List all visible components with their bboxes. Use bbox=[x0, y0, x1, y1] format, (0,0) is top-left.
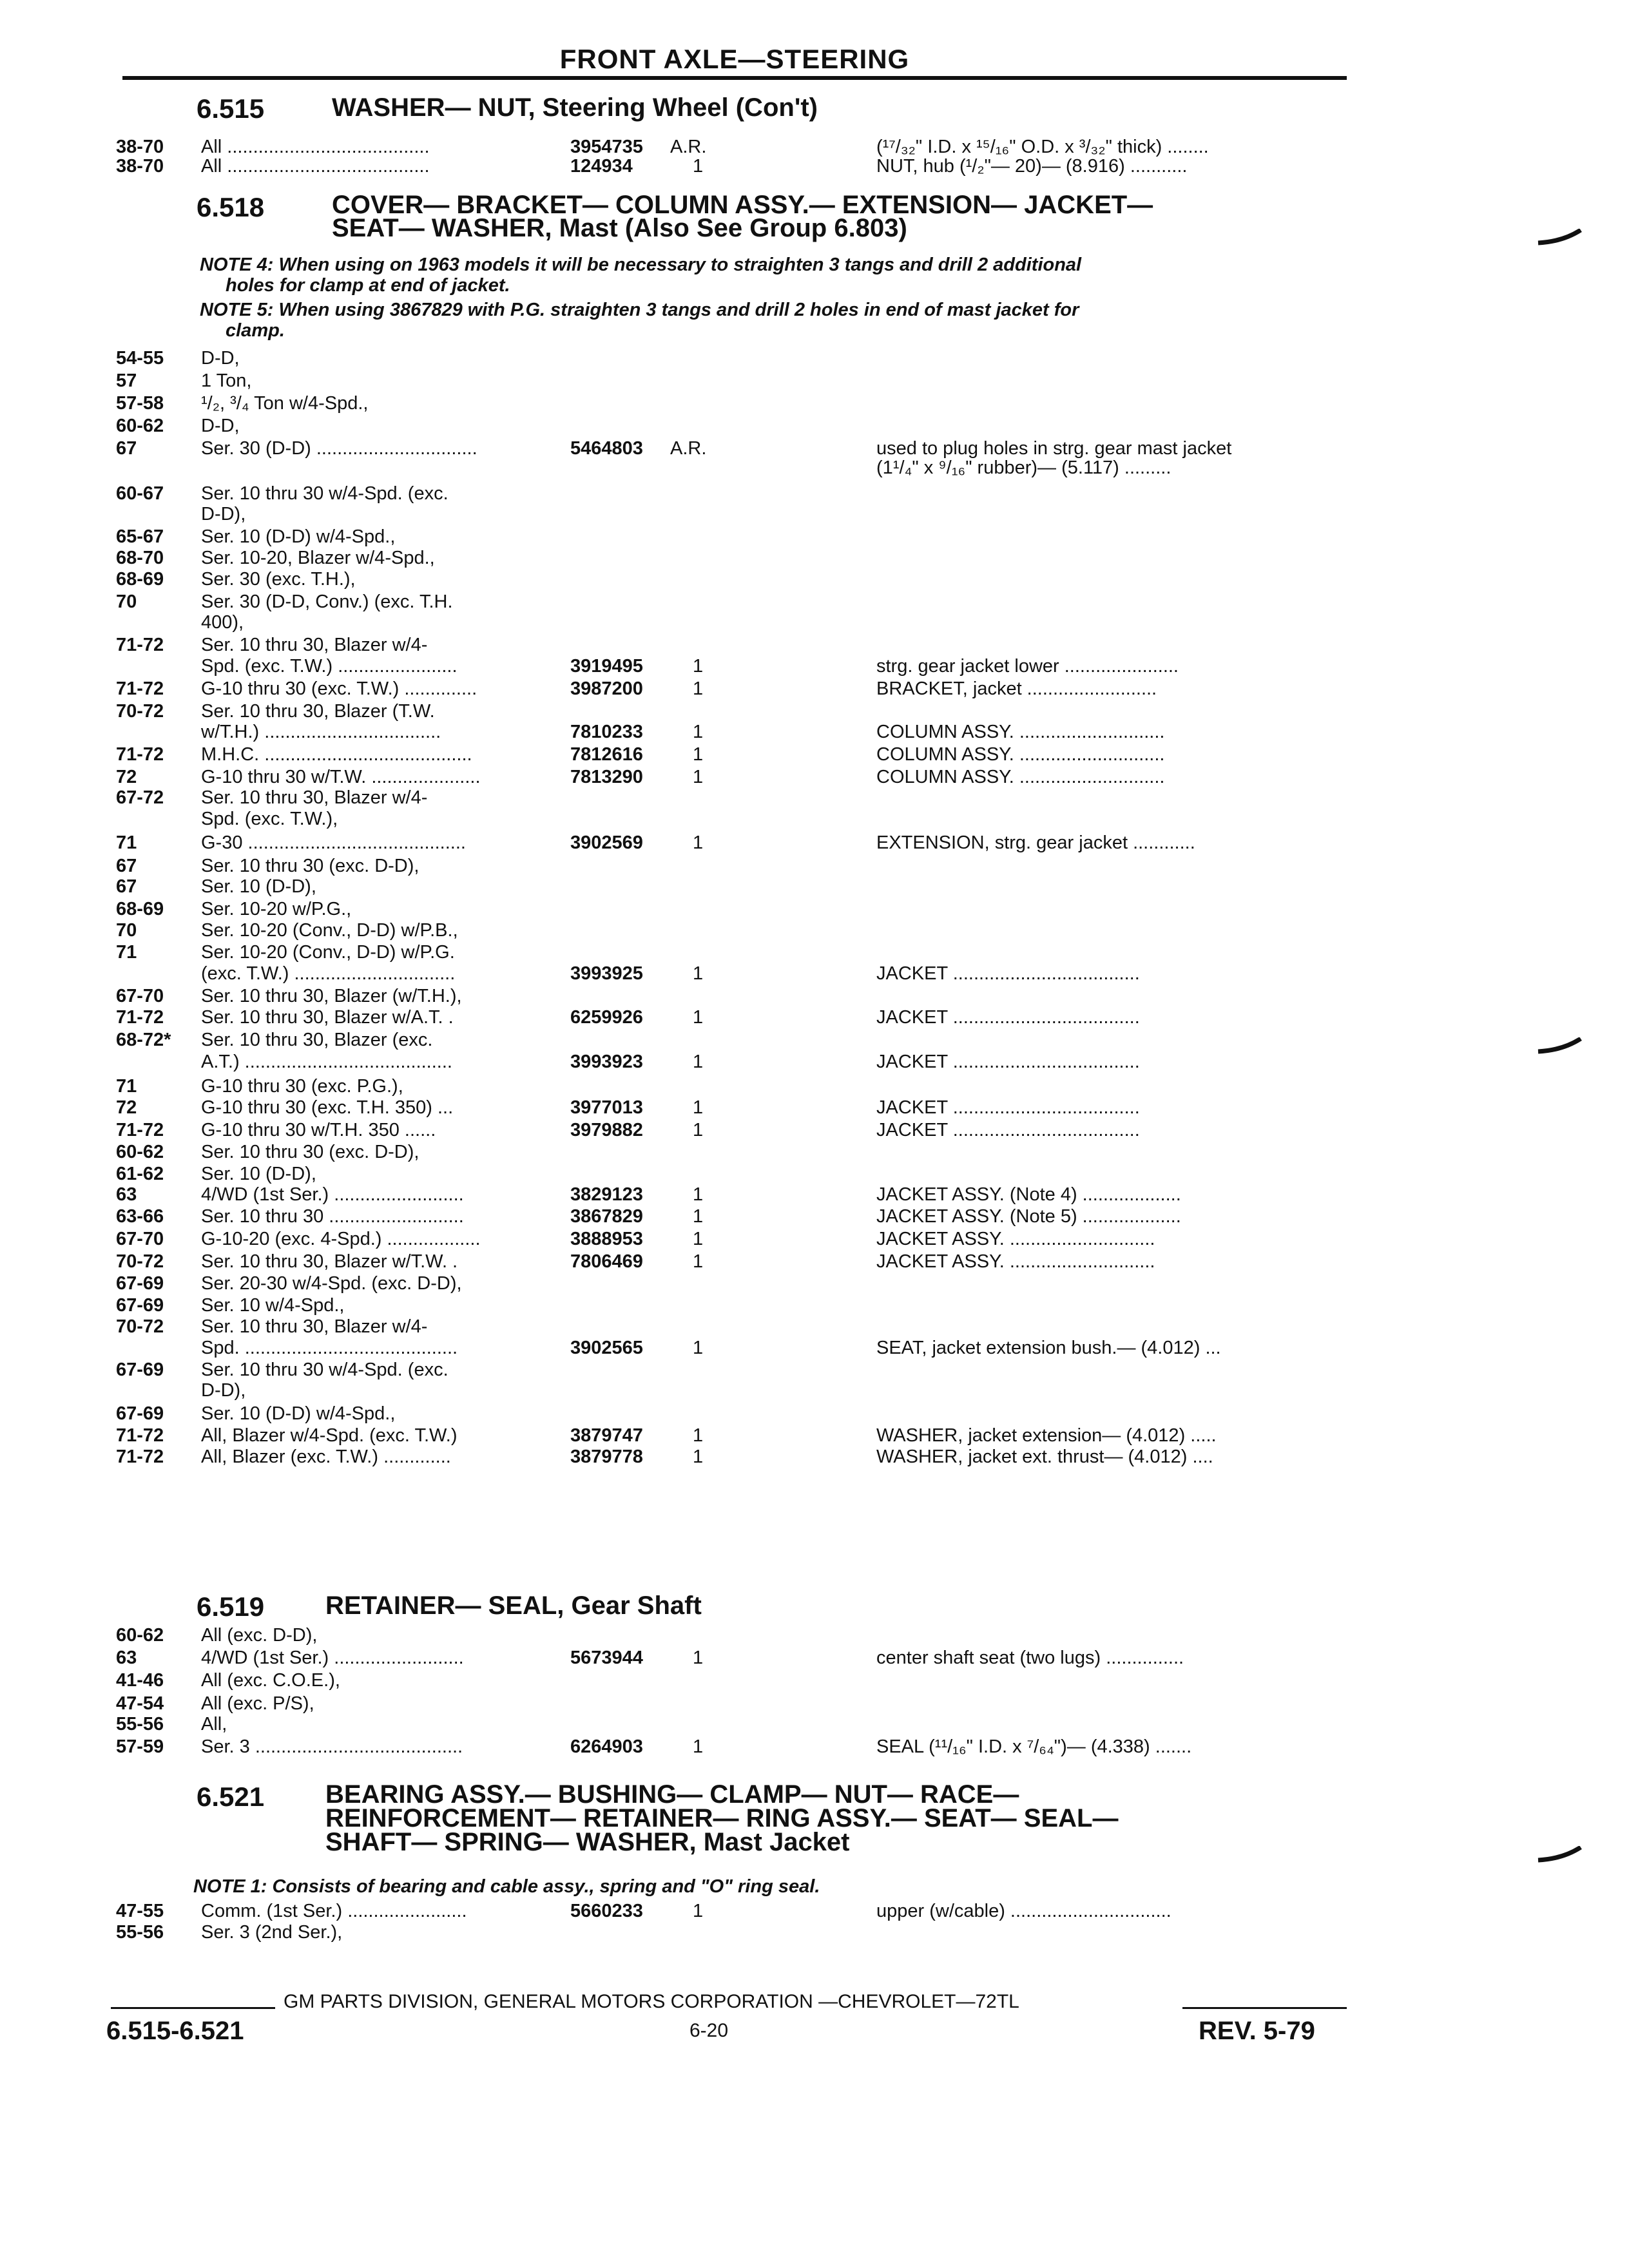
year-range: 67 bbox=[116, 876, 137, 897]
section-title: RETAINER— SEAL, Gear Shaft bbox=[325, 1591, 702, 1620]
application: Ser. 10-20 (Conv., D-D) w/P.B., bbox=[201, 920, 458, 941]
application: D-D), bbox=[201, 1380, 246, 1401]
application: Ser. 10-20, Blazer w/4-Spd., bbox=[201, 548, 435, 568]
table-row bbox=[110, 1120, 1347, 1141]
description: WASHER, jacket ext. thrust— (4.012) .... bbox=[876, 1446, 1213, 1467]
quantity: 1 bbox=[693, 1120, 704, 1140]
year-range: 67-72 bbox=[116, 787, 164, 808]
year-range: 71-72 bbox=[116, 635, 164, 655]
part-number: 3902569 bbox=[570, 832, 643, 853]
table-row bbox=[110, 1736, 1347, 1758]
application: Ser. 10 thru 30, Blazer (T.W. bbox=[201, 701, 435, 722]
section-title-line2: REINFORCEMENT— RETAINER— RING ASSY.— SEAT— SEAL— bbox=[325, 1804, 1119, 1832]
quantity: A.R. bbox=[670, 438, 707, 459]
part-number: 3829123 bbox=[570, 1184, 643, 1205]
year-range: 63 bbox=[116, 1648, 137, 1668]
section-title: WASHER— NUT, Steering Wheel (Con't) bbox=[332, 93, 818, 122]
footer-publisher: GM PARTS DIVISION, GENERAL MOTORS CORPORATION —CHEVROLET—72TL bbox=[284, 1991, 1019, 2012]
quantity: 1 bbox=[693, 656, 704, 677]
quantity: A.R. bbox=[670, 137, 707, 157]
year-range: 57-58 bbox=[116, 393, 164, 414]
quantity: 1 bbox=[693, 1229, 704, 1249]
quantity: 1 bbox=[693, 832, 704, 853]
description: (1¹/₄" x ⁹/₁₆" rubber)— (5.117) ......... bbox=[876, 457, 1171, 478]
year-range: 68-69 bbox=[116, 899, 164, 919]
quantity: 1 bbox=[693, 1338, 704, 1358]
footer-revision: REV. 5-79 bbox=[1199, 2017, 1315, 2045]
table-row bbox=[110, 744, 1347, 765]
part-number: 5464803 bbox=[570, 438, 643, 459]
description: used to plug holes in strg. gear mast jacket bbox=[876, 438, 1232, 459]
quantity: 1 bbox=[693, 1097, 704, 1118]
table-row bbox=[110, 1901, 1347, 1922]
table-row bbox=[110, 678, 1347, 700]
description: center shaft seat (two lugs) ............... bbox=[876, 1648, 1184, 1668]
application: Ser. 10 thru 30, Blazer w/T.W. . bbox=[201, 1251, 458, 1272]
application: Ser. 10 thru 30 (exc. D-D), bbox=[201, 1142, 419, 1162]
part-number: 5660233 bbox=[570, 1901, 643, 1921]
year-range: 71-72 bbox=[116, 1120, 164, 1140]
application: G-10 thru 30 (exc. P.G.), bbox=[201, 1076, 403, 1097]
application: D-D), bbox=[201, 504, 246, 524]
application: All ....................................... bbox=[201, 137, 430, 157]
table-row bbox=[110, 1625, 1347, 1646]
table-row bbox=[110, 1251, 1347, 1273]
description: JACKET ASSY. ............................ bbox=[876, 1229, 1155, 1249]
table-row bbox=[110, 963, 1347, 985]
year-range: 68-70 bbox=[116, 548, 164, 568]
application: Ser. 10 (D-D) w/4-Spd., bbox=[201, 526, 396, 547]
table-row bbox=[110, 457, 1347, 479]
part-number: 7806469 bbox=[570, 1251, 643, 1272]
table-row bbox=[110, 548, 1347, 569]
quantity: 1 bbox=[693, 722, 704, 742]
table-row bbox=[110, 1446, 1347, 1468]
year-range: 57 bbox=[116, 370, 137, 391]
table-row bbox=[110, 986, 1347, 1007]
footer-rule-right bbox=[1182, 2007, 1347, 2009]
year-range: 54-55 bbox=[116, 348, 164, 369]
application: 4/WD (1st Ser.) ......................... bbox=[201, 1648, 464, 1668]
year-range: 70-72 bbox=[116, 1316, 164, 1337]
table-row bbox=[110, 348, 1347, 369]
quantity: 1 bbox=[693, 1425, 704, 1446]
application: Spd. (exc. T.W.) ....................... bbox=[201, 656, 458, 677]
year-range: 57-59 bbox=[116, 1736, 164, 1757]
year-range: 71-72 bbox=[116, 1425, 164, 1446]
description: EXTENSION, strg. gear jacket ............ bbox=[876, 832, 1195, 853]
application: Ser. 30 (exc. T.H.), bbox=[201, 569, 356, 590]
year-range: 70 bbox=[116, 591, 137, 612]
application: ¹/₂, ³/₄ Ton w/4-Spd., bbox=[201, 393, 369, 414]
quantity: 1 bbox=[693, 1446, 704, 1467]
part-number: 3979882 bbox=[570, 1120, 643, 1140]
application: All, bbox=[201, 1714, 227, 1735]
page-header-title: FRONT AXLE—STEERING bbox=[559, 44, 910, 74]
part-number: 7812616 bbox=[570, 744, 643, 765]
description: JACKET .................................... bbox=[876, 1097, 1140, 1118]
application: Ser. 10 thru 30 .......................... bbox=[201, 1206, 464, 1227]
description: JACKET ASSY. ............................ bbox=[876, 1251, 1155, 1272]
application: Spd. ......................................... bbox=[201, 1338, 458, 1358]
footer-page-number: 6-20 bbox=[689, 2020, 729, 2041]
note-4-line2: holes for clamp at end of jacket. bbox=[226, 275, 510, 296]
year-range: 60-67 bbox=[116, 483, 164, 504]
application: Ser. 10 thru 30 (exc. D-D), bbox=[201, 856, 419, 876]
application: D-D, bbox=[201, 416, 240, 436]
section-title-line1: BEARING ASSY.— BUSHING— CLAMP— NUT— RACE— bbox=[325, 1780, 1019, 1809]
application: Ser. 10 thru 30, Blazer w/A.T. . bbox=[201, 1007, 454, 1028]
table-row bbox=[110, 1273, 1347, 1294]
description: SEAL (¹¹/₁₆" I.D. x ⁷/₆₄")— (4.338) ....... bbox=[876, 1736, 1192, 1757]
table-row bbox=[110, 1076, 1347, 1097]
application: Comm. (1st Ser.) ....................... bbox=[201, 1901, 467, 1921]
part-number: 3977013 bbox=[570, 1097, 643, 1118]
year-range: 67-69 bbox=[116, 1295, 164, 1316]
description: COLUMN ASSY. ............................ bbox=[876, 722, 1165, 742]
table-row bbox=[110, 1295, 1347, 1316]
table-row bbox=[110, 856, 1347, 877]
note-5-line1: NOTE 5: When using 3867829 with P.G. straighten 3 tangs and drill 2 holes in end of mast jacket for bbox=[200, 300, 1079, 320]
quantity: 1 bbox=[693, 678, 704, 699]
table-row bbox=[110, 591, 1347, 613]
table-row bbox=[110, 1052, 1347, 1073]
quantity: 1 bbox=[693, 1007, 704, 1028]
year-range: 67-69 bbox=[116, 1360, 164, 1380]
year-range: 63 bbox=[116, 1184, 137, 1205]
table-row bbox=[110, 767, 1347, 788]
description: WASHER, jacket extension— (4.012) ..... bbox=[876, 1425, 1217, 1446]
table-row bbox=[110, 1316, 1347, 1338]
application: Ser. 10 (D-D), bbox=[201, 876, 316, 897]
application: Ser. 10-20 (Conv., D-D) w/P.G. bbox=[201, 942, 455, 963]
application: All ....................................... bbox=[201, 156, 430, 177]
application: 1 Ton, bbox=[201, 370, 252, 391]
year-range: 38-70 bbox=[116, 137, 164, 157]
table-row bbox=[110, 1338, 1347, 1359]
description: JACKET .................................... bbox=[876, 1052, 1140, 1072]
table-row bbox=[110, 701, 1347, 722]
application: Ser. 10 thru 30 w/4-Spd. (exc. bbox=[201, 483, 448, 504]
year-range: 67-70 bbox=[116, 986, 164, 1006]
application: All (exc. C.O.E.), bbox=[201, 1670, 340, 1691]
year-range: 61-62 bbox=[116, 1164, 164, 1184]
part-number: 3867829 bbox=[570, 1206, 643, 1227]
application: A.T.) ........................................ bbox=[201, 1052, 452, 1072]
description: COLUMN ASSY. ............................ bbox=[876, 767, 1165, 787]
table-row bbox=[110, 1097, 1347, 1119]
table-row bbox=[110, 569, 1347, 590]
application: All (exc. P/S), bbox=[201, 1693, 314, 1714]
section-number: 6.519 bbox=[197, 1591, 265, 1622]
part-number: 124934 bbox=[570, 156, 633, 177]
application: Ser. 10 thru 30, Blazer w/4- bbox=[201, 787, 428, 808]
year-range: 71-72 bbox=[116, 678, 164, 699]
note-1: NOTE 1: Consists of bearing and cable assy., spring and "O" ring seal. bbox=[193, 1876, 820, 1897]
year-range: 55-56 bbox=[116, 1714, 164, 1735]
part-number: 3954735 bbox=[570, 137, 643, 157]
section-title-line2: SEAT— WASHER, Mast (Also See Group 6.803) bbox=[332, 214, 907, 242]
table-row bbox=[110, 1164, 1347, 1185]
application: G-30 .......................................... bbox=[201, 832, 466, 853]
table-row bbox=[110, 1380, 1347, 1401]
table-row bbox=[110, 832, 1347, 854]
table-row bbox=[110, 920, 1347, 941]
year-range: 41-46 bbox=[116, 1670, 164, 1691]
part-number: 3987200 bbox=[570, 678, 643, 699]
part-number: 6264903 bbox=[570, 1736, 643, 1757]
description: JACKET .................................... bbox=[876, 963, 1140, 984]
table-row bbox=[110, 137, 1347, 158]
year-range: 70-72 bbox=[116, 1251, 164, 1272]
description: COLUMN ASSY. ............................ bbox=[876, 744, 1165, 765]
description: upper (w/cable) ............................... bbox=[876, 1901, 1171, 1921]
header-rule bbox=[122, 76, 1347, 80]
year-range: 72 bbox=[116, 1097, 137, 1118]
quantity: 1 bbox=[693, 1052, 704, 1072]
year-range: 71-72 bbox=[116, 1446, 164, 1467]
quantity: 1 bbox=[693, 1648, 704, 1668]
year-range: 55-56 bbox=[116, 1922, 164, 1943]
application: M.H.C. ........................................ bbox=[201, 744, 472, 765]
table-row bbox=[110, 504, 1347, 525]
note-5-line2: clamp. bbox=[226, 320, 285, 341]
quantity: 1 bbox=[693, 1901, 704, 1921]
application: Ser. 10 thru 30, Blazer w/4- bbox=[201, 635, 428, 655]
year-range: 67-69 bbox=[116, 1403, 164, 1424]
description: SEAT, jacket extension bush.— (4.012) ... bbox=[876, 1338, 1221, 1358]
application: G-10 thru 30 (exc. T.W.) .............. bbox=[201, 678, 477, 699]
table-row bbox=[110, 483, 1347, 505]
year-range: 60-62 bbox=[116, 1142, 164, 1162]
table-row bbox=[110, 635, 1347, 656]
application: Spd. (exc. T.W.), bbox=[201, 809, 338, 829]
application: Ser. 10 (D-D), bbox=[201, 1164, 316, 1184]
quantity: 1 bbox=[693, 744, 704, 765]
table-row bbox=[110, 1648, 1347, 1669]
application: Ser. 10 thru 30, Blazer (w/T.H.), bbox=[201, 986, 462, 1006]
application: Ser. 20-30 w/4-Spd. (exc. D-D), bbox=[201, 1273, 462, 1294]
year-range: 68-69 bbox=[116, 569, 164, 590]
table-row bbox=[110, 722, 1347, 743]
year-range: 65-67 bbox=[116, 526, 164, 547]
table-row bbox=[110, 526, 1347, 548]
application: All (exc. D-D), bbox=[201, 1625, 318, 1646]
part-number: 6259926 bbox=[570, 1007, 643, 1028]
margin-mark bbox=[1537, 1846, 1582, 1865]
description: strg. gear jacket lower ...................... bbox=[876, 656, 1179, 677]
table-row bbox=[110, 1714, 1347, 1735]
application: All, Blazer (exc. T.W.) ............. bbox=[201, 1446, 451, 1467]
year-range: 67 bbox=[116, 856, 137, 876]
description: JACKET ASSY. (Note 5) ................... bbox=[876, 1206, 1181, 1227]
application: G-10-20 (exc. 4-Spd.) .................. bbox=[201, 1229, 481, 1249]
table-row bbox=[110, 1922, 1347, 1943]
quantity: 1 bbox=[693, 156, 704, 177]
part-number: 3879747 bbox=[570, 1425, 643, 1446]
year-range: 71 bbox=[116, 942, 137, 963]
year-range: 47-54 bbox=[116, 1693, 164, 1714]
year-range: 71-72 bbox=[116, 1007, 164, 1028]
table-row bbox=[110, 156, 1347, 177]
application: Ser. 10 thru 30, Blazer (exc. bbox=[201, 1030, 433, 1050]
section-number: 6.518 bbox=[197, 192, 265, 222]
description: JACKET .................................... bbox=[876, 1007, 1140, 1028]
year-range: 71 bbox=[116, 832, 137, 853]
year-range: 60-62 bbox=[116, 1625, 164, 1646]
table-row bbox=[110, 393, 1347, 414]
application: Ser. 10 thru 30, Blazer w/4- bbox=[201, 1316, 428, 1337]
table-row bbox=[110, 787, 1347, 809]
part-number: 3993923 bbox=[570, 1052, 643, 1072]
part-number: 3993925 bbox=[570, 963, 643, 984]
table-row bbox=[110, 656, 1347, 677]
year-range: 71-72 bbox=[116, 744, 164, 765]
table-row bbox=[110, 1403, 1347, 1425]
year-range: 63-66 bbox=[116, 1206, 164, 1227]
quantity: 1 bbox=[693, 1251, 704, 1272]
table-row bbox=[110, 876, 1347, 898]
application: Ser. 10 (D-D) w/4-Spd., bbox=[201, 1403, 396, 1424]
part-number: 3902565 bbox=[570, 1338, 643, 1358]
year-range: 68-72* bbox=[116, 1030, 171, 1050]
description: BRACKET, jacket ......................... bbox=[876, 678, 1157, 699]
section-number: 6.521 bbox=[197, 1782, 265, 1812]
application: Ser. 10-20 w/P.G., bbox=[201, 899, 352, 919]
application: 400), bbox=[201, 612, 244, 633]
application: w/T.H.) .................................. bbox=[201, 722, 441, 742]
application: Ser. 3 ........................................ bbox=[201, 1736, 463, 1757]
table-row bbox=[110, 1425, 1347, 1446]
footer-rule-left bbox=[111, 2007, 275, 2009]
quantity: 1 bbox=[693, 1206, 704, 1227]
application: (exc. T.W.) ............................... bbox=[201, 963, 456, 984]
table-row bbox=[110, 1184, 1347, 1206]
application: G-10 thru 30 w/T.H. 350 ...... bbox=[201, 1120, 436, 1140]
section-title-line1: COVER— BRACKET— COLUMN ASSY.— EXTENSION— JACKET— bbox=[332, 191, 1153, 219]
application: Ser. 3 (2nd Ser.), bbox=[201, 1922, 343, 1943]
year-range: 38-70 bbox=[116, 156, 164, 177]
part-number: 3888953 bbox=[570, 1229, 643, 1249]
table-row bbox=[110, 1142, 1347, 1163]
application: G-10 thru 30 w/T.W. ..................... bbox=[201, 767, 481, 787]
table-row bbox=[110, 370, 1347, 392]
application: Ser. 10 w/4-Spd., bbox=[201, 1295, 345, 1316]
application: Ser. 10 thru 30 w/4-Spd. (exc. bbox=[201, 1360, 448, 1380]
application: All, Blazer w/4-Spd. (exc. T.W.) bbox=[201, 1425, 458, 1446]
part-number: 7813290 bbox=[570, 767, 643, 787]
description: (¹⁷/₃₂" I.D. x ¹⁵/₁₆" O.D. x ³/₃₂" thick) ........ bbox=[876, 137, 1209, 157]
table-row bbox=[110, 1030, 1347, 1051]
table-row bbox=[110, 1229, 1347, 1250]
table-row bbox=[110, 612, 1347, 633]
application: Ser. 30 (D-D) ............................... bbox=[201, 438, 477, 459]
section-number: 6.515 bbox=[197, 93, 265, 124]
application: 4/WD (1st Ser.) ......................... bbox=[201, 1184, 464, 1205]
year-range: 47-55 bbox=[116, 1901, 164, 1921]
application: G-10 thru 30 (exc. T.H. 350) ... bbox=[201, 1097, 454, 1118]
description: JACKET ASSY. (Note 4) ................... bbox=[876, 1184, 1181, 1205]
year-range: 71 bbox=[116, 1076, 137, 1097]
part-number: 7810233 bbox=[570, 722, 643, 742]
table-row bbox=[110, 942, 1347, 963]
table-row bbox=[110, 438, 1347, 459]
table-row bbox=[110, 1360, 1347, 1381]
part-number: 3919495 bbox=[570, 656, 643, 677]
table-row bbox=[110, 1007, 1347, 1028]
margin-mark bbox=[1537, 1037, 1582, 1057]
application: D-D, bbox=[201, 348, 240, 369]
margin-mark bbox=[1537, 229, 1582, 248]
quantity: 1 bbox=[693, 1736, 704, 1757]
section-title-line3: SHAFT— SPRING— WASHER, Mast Jacket bbox=[325, 1828, 850, 1856]
year-range: 70 bbox=[116, 920, 137, 941]
year-range: 67 bbox=[116, 438, 137, 459]
quantity: 1 bbox=[693, 1184, 704, 1205]
table-row bbox=[110, 899, 1347, 920]
year-range: 72 bbox=[116, 767, 137, 787]
part-number: 5673944 bbox=[570, 1648, 643, 1668]
description: JACKET .................................... bbox=[876, 1120, 1140, 1140]
year-range: 60-62 bbox=[116, 416, 164, 436]
note-4-line1: NOTE 4: When using on 1963 models it will be necessary to straighten 3 tangs and drill 2 additional bbox=[200, 255, 1082, 275]
year-range: 67-70 bbox=[116, 1229, 164, 1249]
footer-group-range: 6.515-6.521 bbox=[106, 2017, 244, 2045]
table-row bbox=[110, 1206, 1347, 1227]
part-number: 3879778 bbox=[570, 1446, 643, 1467]
table-row bbox=[110, 1693, 1347, 1715]
description: NUT, hub (¹/₂"— 20)— (8.916) ........... bbox=[876, 156, 1188, 177]
year-range: 67-69 bbox=[116, 1273, 164, 1294]
table-row bbox=[110, 1670, 1347, 1691]
year-range: 70-72 bbox=[116, 701, 164, 722]
table-row bbox=[110, 416, 1347, 437]
quantity: 1 bbox=[693, 767, 704, 787]
quantity: 1 bbox=[693, 963, 704, 984]
table-row bbox=[110, 809, 1347, 830]
application: Ser. 30 (D-D, Conv.) (exc. T.H. bbox=[201, 591, 453, 612]
